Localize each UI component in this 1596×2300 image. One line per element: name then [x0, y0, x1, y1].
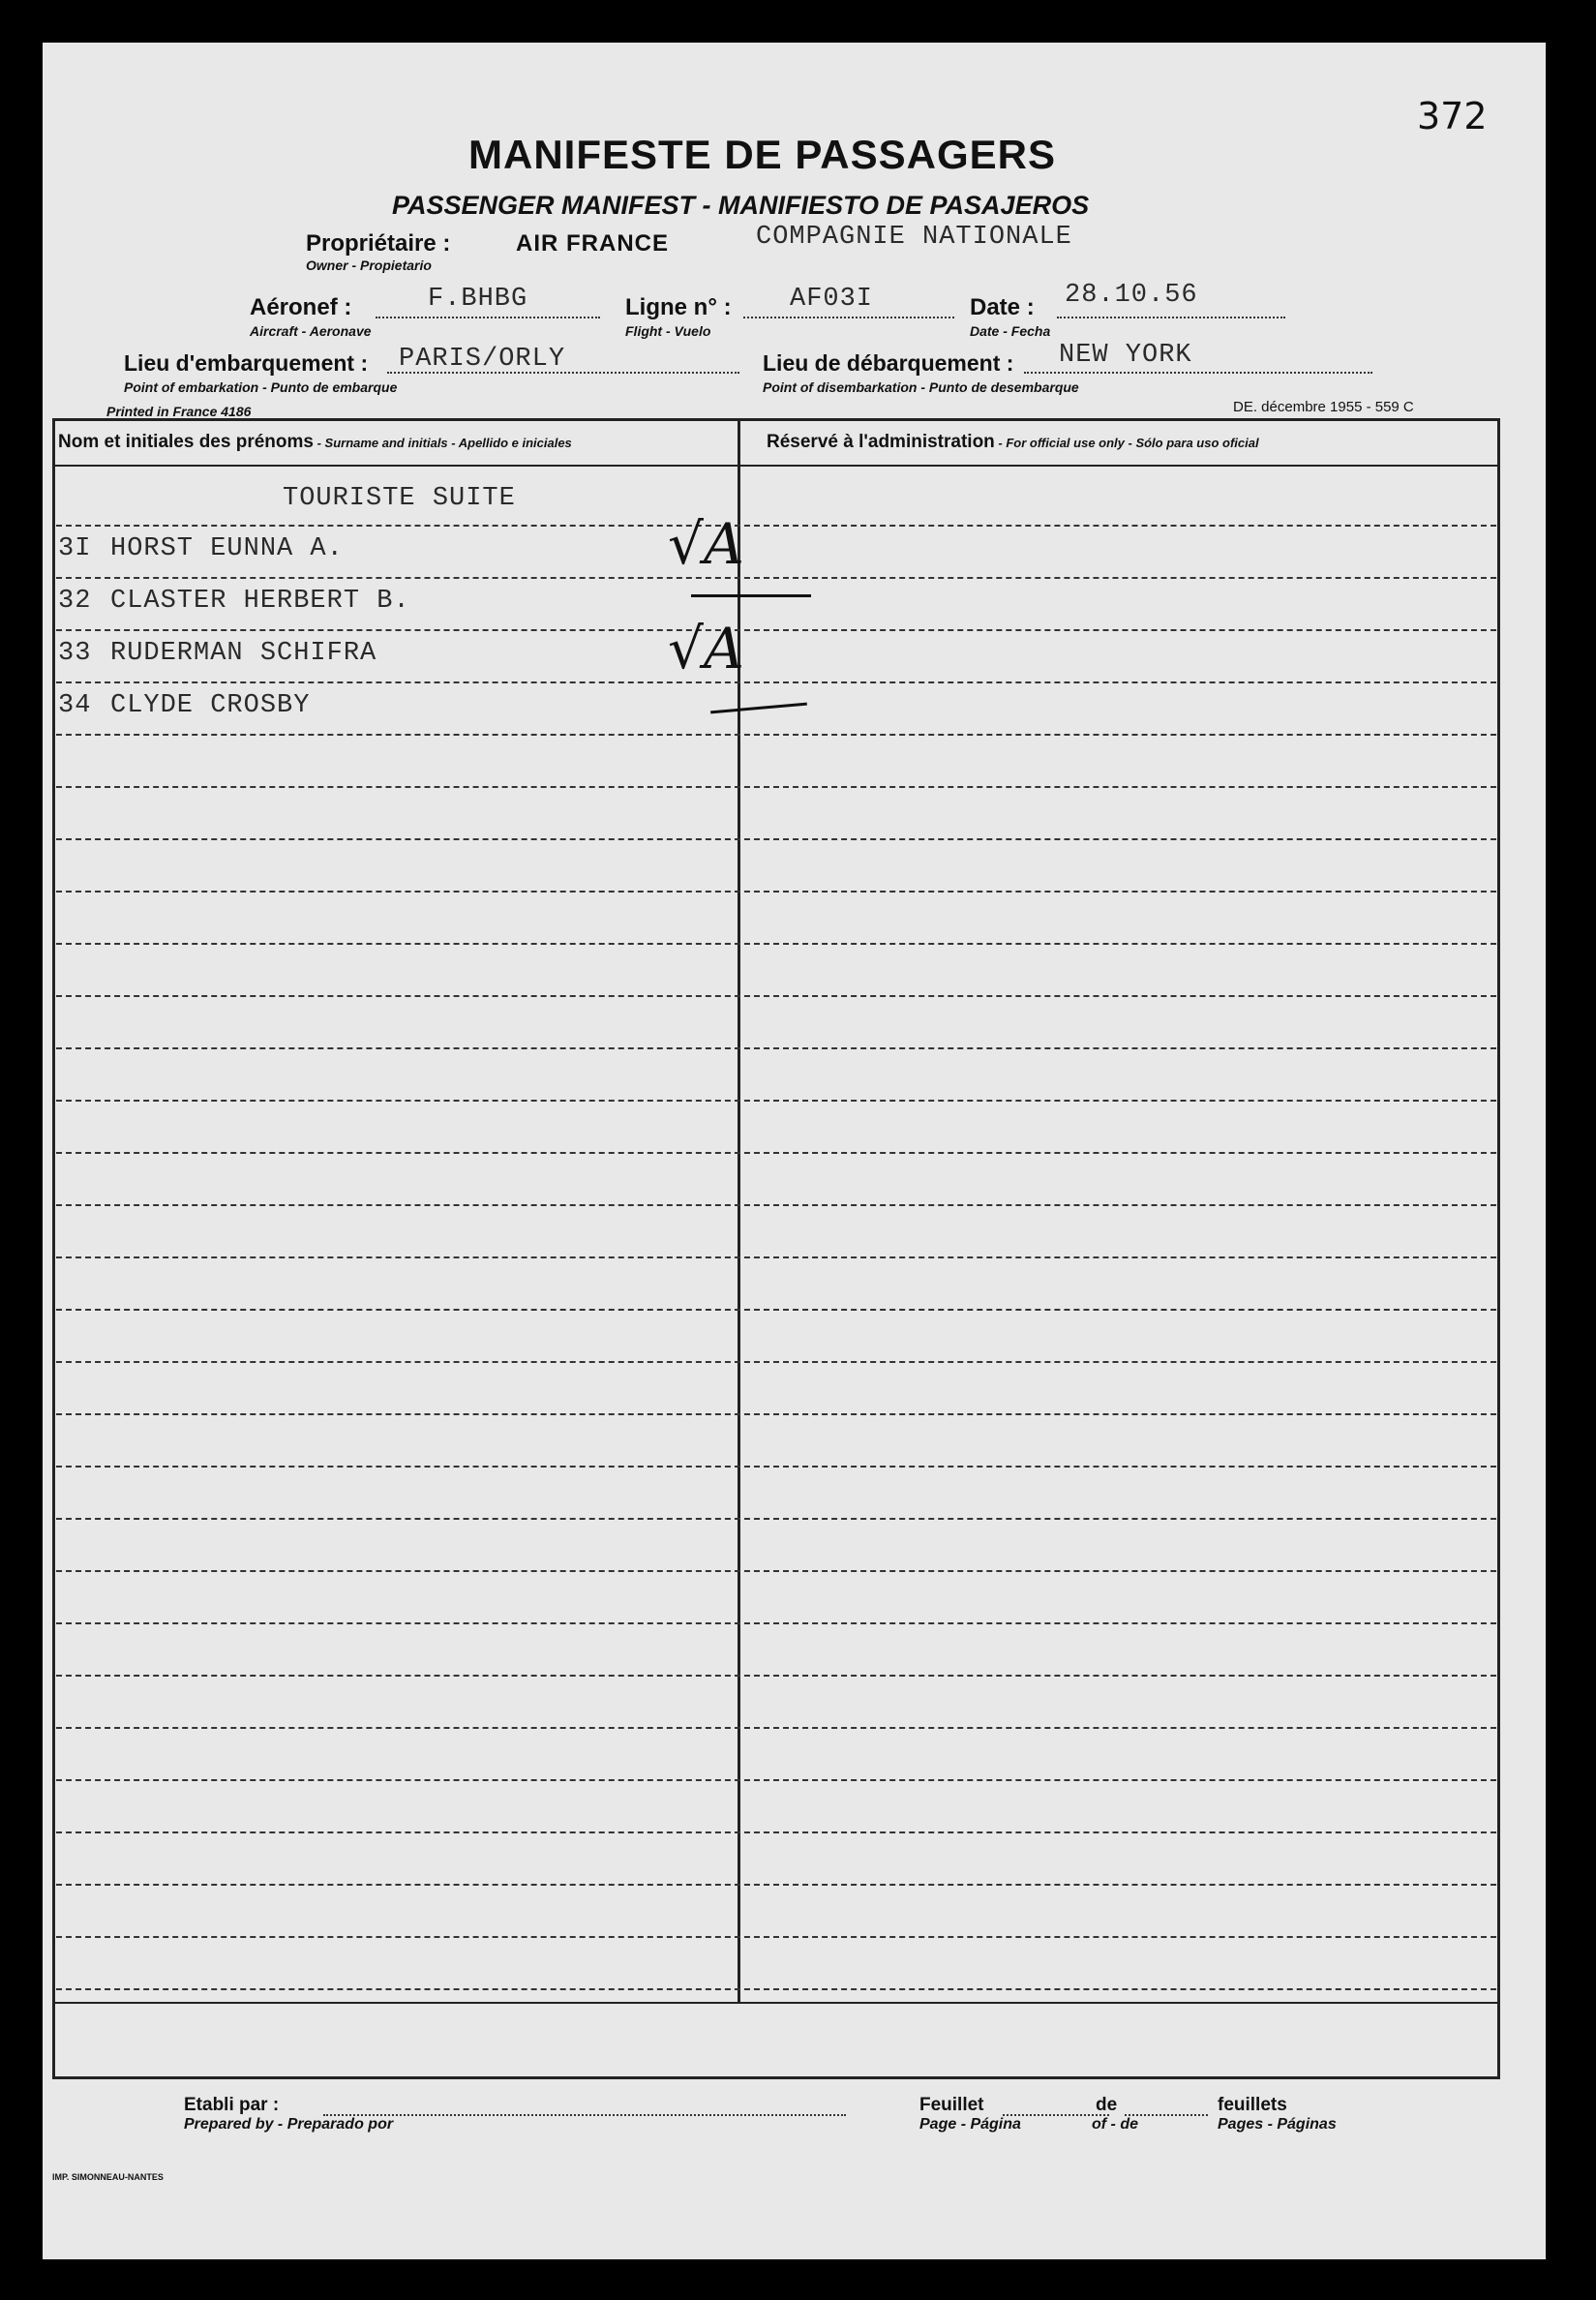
passenger-mark: √A [668, 616, 744, 681]
passenger-name: CLASTER HERBERT B. [110, 587, 410, 616]
row-rule [56, 891, 1496, 893]
of-sub: of - de [1092, 2116, 1138, 2133]
prepared-line [323, 2114, 846, 2116]
passenger-name: RUDERMAN SCHIFRA [110, 639, 377, 668]
row-rule [56, 1466, 1496, 1468]
row-rule [56, 1100, 1496, 1102]
row-rule [56, 734, 1496, 736]
passenger-number: 33 [58, 639, 92, 668]
sheet-label: Feuillet [919, 2095, 984, 2115]
passenger-mark: √A [668, 511, 744, 577]
disembark-line [1024, 372, 1372, 374]
column-header-admin-label: Réservé à l'administration [767, 432, 995, 452]
passenger-number: 32 [58, 587, 92, 616]
column-header-admin-sub: - For official use only - Sólo para uso oficial [994, 436, 1259, 450]
aircraft-sub: Aircraft - Aeronave [250, 323, 372, 339]
page-title: MANIFESTE DE PASSAGERS [468, 132, 1056, 177]
sheets-label: feuillets [1218, 2095, 1287, 2115]
embark-sub: Point of embarkation - Punto de embarque [124, 379, 398, 395]
row-rule [56, 1152, 1496, 1154]
manifest-page [43, 43, 1546, 2259]
row-rule [56, 1675, 1496, 1677]
passenger-tick-line [691, 594, 811, 597]
sheets-sub: Pages - Páginas [1218, 2116, 1337, 2133]
aircraft-line [376, 317, 600, 318]
row-rule [56, 1413, 1496, 1415]
of-label: de [1096, 2095, 1118, 2115]
row-rule [56, 943, 1496, 945]
column-header-names-sub: - Surname and initials - Apellido e iniciales [313, 436, 572, 450]
flight-line [743, 317, 954, 318]
header-separator [52, 465, 1500, 467]
embark-value: PARIS/ORLY [399, 345, 566, 374]
row-rule [56, 1622, 1496, 1624]
row-rule [56, 1936, 1496, 1938]
form-code: DE. décembre 1955 - 559 C [1233, 399, 1414, 415]
flight-value: AF03I [790, 285, 874, 314]
page-number: 372 [1417, 95, 1488, 137]
date-line [1057, 317, 1285, 318]
embark-label: Lieu d'embarquement : [124, 350, 369, 376]
disembark-value: NEW YORK [1059, 341, 1192, 370]
flight-label: Ligne n° : [625, 294, 732, 320]
row-rule [56, 577, 1496, 579]
owner-label: Propriétaire : [306, 230, 451, 257]
date-value: 28.10.56 [1065, 281, 1198, 310]
flight-sub: Flight - Vuelo [625, 323, 711, 339]
row-rule [56, 1884, 1496, 1886]
aircraft-value: F.BHBG [428, 285, 528, 314]
date-label: Date : [970, 294, 1035, 320]
row-rule [56, 1831, 1496, 1833]
row-rule [56, 1204, 1496, 1206]
row-rule [56, 629, 1496, 631]
row-rule [56, 995, 1496, 997]
row-rule [56, 1361, 1496, 1363]
row-rule [56, 786, 1496, 788]
owner-sub: Owner - Propietario [306, 257, 432, 273]
passenger-name: CLYDE CROSBY [110, 691, 311, 720]
imprint: IMP. SIMONNEAU-NANTES [52, 2172, 164, 2182]
row-rule [56, 1570, 1496, 1572]
section-heading: TOURISTE SUITE [283, 484, 516, 513]
footer-separator [52, 2002, 1500, 2004]
row-rule [56, 838, 1496, 840]
column-header-admin [767, 432, 1259, 453]
row-rule [56, 1727, 1496, 1729]
printed-note: Printed in France 4186 [106, 404, 252, 419]
row-rule [56, 1256, 1496, 1258]
passenger-name: HORST EUNNA A. [110, 534, 344, 563]
column-header-names-label: Nom et initiales des prénoms [58, 432, 314, 452]
owner-extra: COMPAGNIE NATIONALE [756, 223, 1072, 252]
passenger-number: 34 [58, 691, 92, 720]
of-line [1125, 2114, 1208, 2116]
date-sub: Date - Fecha [970, 323, 1051, 339]
passenger-number: 3I [58, 534, 92, 563]
row-rule [56, 1779, 1496, 1781]
row-rule [56, 1309, 1496, 1311]
prepared-label: Etabli par : [184, 2095, 280, 2115]
sheet-sub: Page - Página [919, 2116, 1021, 2133]
row-rule [56, 525, 1496, 527]
prepared-sub: Prepared by - Preparado por [184, 2116, 394, 2133]
disembark-label: Lieu de débarquement : [763, 350, 1014, 376]
aircraft-label: Aéronef : [250, 294, 352, 320]
disembark-sub: Point of disembarkation - Punto de desembarque [763, 379, 1079, 395]
row-rule [56, 681, 1496, 683]
row-rule [56, 1518, 1496, 1520]
page-subtitle: PASSENGER MANIFEST - MANIFIESTO DE PASAJEROS [392, 191, 1090, 220]
owner-value: AIR FRANCE [516, 230, 669, 257]
column-header-names [58, 432, 572, 453]
row-rule [56, 1047, 1496, 1049]
row-rule [56, 1988, 1496, 1990]
